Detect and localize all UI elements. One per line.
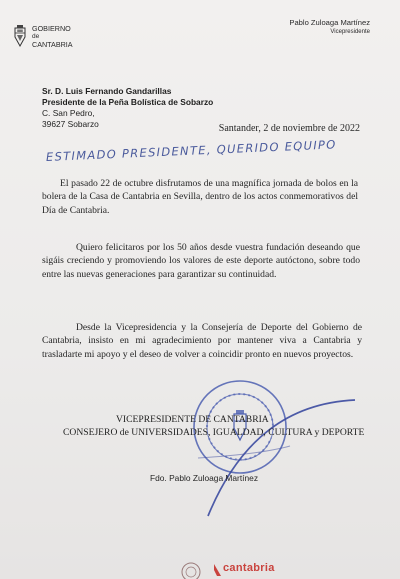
sender-header bbox=[289, 18, 370, 35]
paragraph-3: Desde la Vicepresidencia y la Consejería de Deporte del Gobierno de Cantabria, insisto en mi agradecimiento por mantener viva a Cantabria y trasladarte mi apoyo y el deseo de volver a coincidir pronto en nuevos proyectos. bbox=[42, 322, 362, 360]
recipient-city: 39627 Sobarzo bbox=[42, 119, 99, 129]
org-line-1: GOBIERNO bbox=[32, 24, 71, 33]
footer-brand: cantabria bbox=[223, 562, 275, 574]
signature-title-2d: y bbox=[314, 427, 320, 438]
handwritten-greeting: ESTIMADO PRESIDENTE, QUERIDO EQUIPO bbox=[45, 137, 337, 164]
org-line-2: de bbox=[32, 33, 40, 41]
coat-of-arms-icon bbox=[11, 24, 29, 48]
signature-title-2 bbox=[63, 426, 364, 439]
recipient-block bbox=[42, 86, 213, 130]
sender-role: Vicepresidente bbox=[330, 29, 370, 35]
org-line-3: CANTABRIA bbox=[32, 40, 73, 50]
signatory-name: Fdo. Pablo Zuloaga Martínez bbox=[150, 473, 259, 483]
government-label bbox=[32, 25, 73, 50]
paragraph-2: Quiero felicitaros por los 50 años desde vuestra fundación deseando que sigáis creciendo y promoviendo los valores de este deporte autóctono, sobre todo entre las nuevas generaciones para garantizar su continuidad. bbox=[42, 242, 360, 280]
recipient-name: Sr. D. Luis Fernando Gandarillas bbox=[42, 86, 172, 96]
recipient-title: Presidente de la Peña Bolística de Sobarzo bbox=[42, 97, 214, 107]
recipient-street: C. San Pedro, bbox=[42, 108, 95, 118]
letter-date: Santander, 2 de noviembre de 2022 bbox=[218, 123, 360, 134]
signature-title-2e: DEPORTE bbox=[321, 427, 365, 438]
sender-name: Pablo Zuloaga Martínez bbox=[289, 18, 370, 27]
paragraph-1: El pasado 22 de octubre disfrutamos de una magnífica jornada de bolos en la bolera de la Casa de Cantabria en Sevilla, dentro de los actos conmemorativos del Día de Cantabria. bbox=[42, 178, 358, 216]
signature-title-1: VICEPRESIDENTE DE CANTABRIA bbox=[116, 414, 269, 425]
signature-title-2b: de bbox=[119, 427, 129, 438]
signature-title-2c: UNIVERSIDADES, IGUALDAD, CULTURA bbox=[131, 427, 313, 438]
signature-title-2a: CONSEJERO bbox=[63, 427, 118, 438]
